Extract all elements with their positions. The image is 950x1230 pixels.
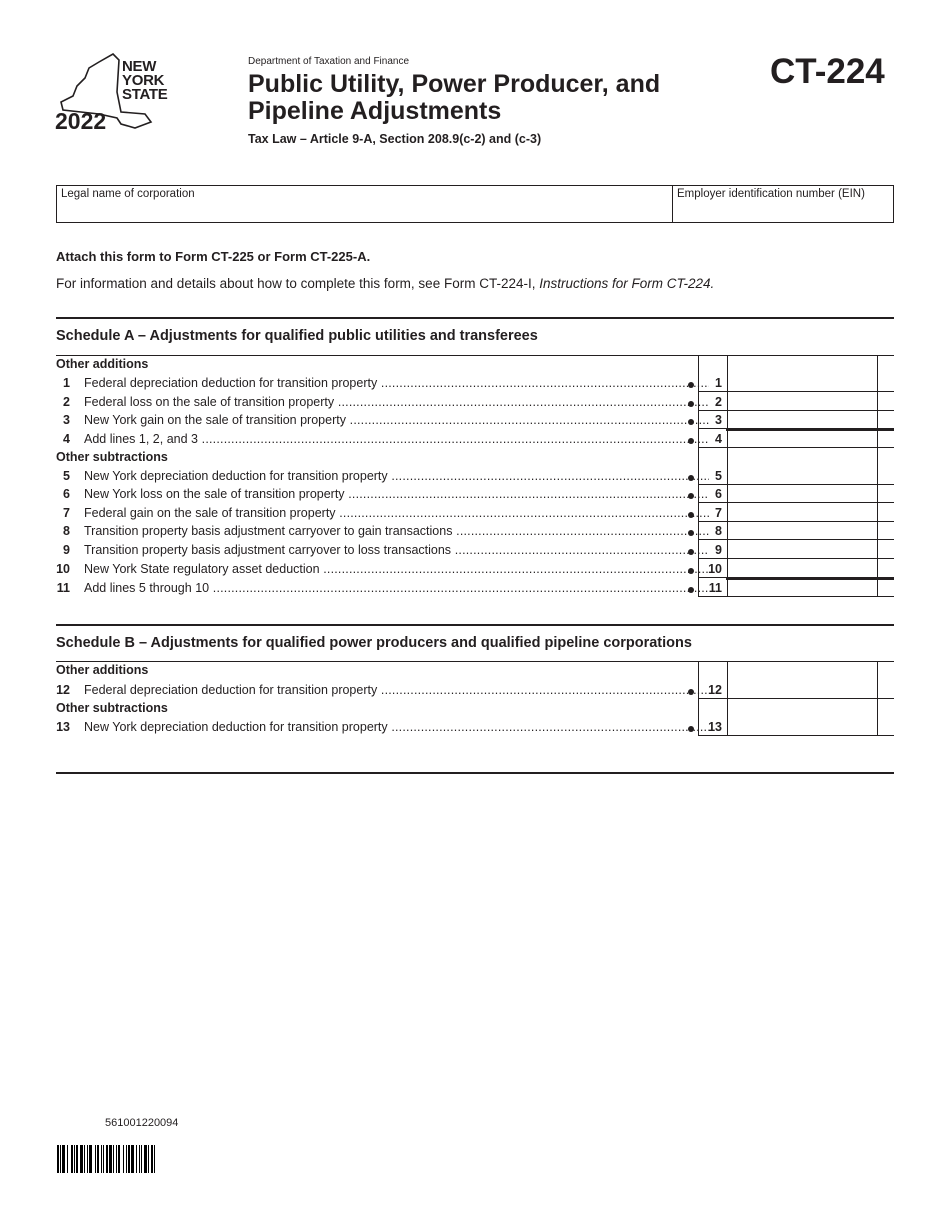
ein-field[interactable] [677,188,865,200]
legal-name-field[interactable] [57,186,673,222]
group-label: Other additions [56,663,149,677]
line-box-number: 13 [708,720,722,734]
ein-label: Employer identification number (EIN) [677,188,865,200]
bullet-icon [688,401,694,407]
line-box-number: 12 [708,683,722,697]
line-description: New York loss on the sale of transition property ..... [84,487,709,501]
bullet-icon [688,382,694,388]
line-box-number: 5 [715,469,722,483]
bullet-icon [688,568,694,574]
bullet-icon [688,549,694,555]
line-number: 8 [63,524,70,538]
line-box-number: 3 [715,413,722,427]
line-number: 5 [63,469,70,483]
form-line-6 [56,485,894,503]
form-line-7 [56,503,894,522]
amount-field[interactable] [698,448,894,485]
tax-year: 2022 [55,108,107,134]
bottom-divider [56,772,894,774]
line-description: Federal gain on the sale of transition property ..... [84,506,709,520]
bullet-icon [688,475,694,481]
form-line-10 [56,559,894,578]
legal-name-label: Legal name of corporation [61,188,195,200]
line-number: 1 [63,376,70,390]
amount-field[interactable] [698,392,894,411]
line-number: 13 [56,720,70,734]
line-description: New York depreciation deduction for transition property ..... [84,469,709,483]
line-number: 12 [56,683,70,697]
amount-field[interactable] [698,522,894,540]
group-label: Other additions [56,357,149,371]
line-description: Transition property basis adjustment carryover to loss transactions ..... [84,543,709,557]
line-box-number: 6 [715,487,722,501]
logo-text: NEW [122,58,157,75]
line-description: Add lines 1, 2, and 3 ..... [84,432,709,446]
form-line-2 [56,392,894,411]
line-box-number: 11 [708,581,722,595]
title-line: Public Utility, Power Producer, and [248,70,661,98]
line-description: Transition property basis adjustment carryover to gain transactions ..... [84,524,709,538]
amount-field[interactable] [698,411,894,429]
instructions-reference: Instructions for Form CT-224. [539,276,715,291]
amount-field[interactable] [698,559,894,578]
bullet-icon [688,689,694,695]
line-box-number: 7 [715,506,722,520]
bullet-icon [688,726,694,732]
line-box-number: 4 [715,432,722,446]
group-label: Other subtractions [56,701,168,715]
line-description: Federal loss on the sale of transition property ..... [84,395,709,409]
line-description: Federal depreciation deduction for transition property ..... [84,376,709,390]
amount-field[interactable] [698,503,894,522]
line-description: Add lines 5 through 10 ..... [84,581,709,595]
info-text [56,276,714,291]
form-line-12 [56,661,894,699]
line-number: 7 [63,506,70,520]
line-description: New York State regulatory asset deduction ..... [84,562,709,576]
line-number: 10 [56,562,70,576]
line-box-number: 9 [715,543,722,557]
nys-logo [55,52,180,134]
bullet-icon [688,587,694,593]
amount-field[interactable] [698,578,894,597]
bullet-icon [688,438,694,444]
line-box-number: 1 [715,376,722,390]
form-number: CT-224 [770,52,885,91]
title-line: Pipeline Adjustments [248,97,502,125]
bullet-icon [688,493,694,499]
bullet-icon [688,530,694,536]
identification-box [56,185,894,223]
bullet-icon [688,512,694,518]
line-number: 11 [56,581,70,595]
bullet-icon [688,419,694,425]
form-line-11 [56,578,894,597]
amount-field[interactable] [698,699,894,736]
schedule-a-title: Schedule A – Adjustments for qualified public utilities and transferees [56,317,894,344]
attach-note: Attach this form to Form CT-225 or Form CT-225-A. [56,249,371,264]
form-line-13 [56,699,894,736]
line-description: New York depreciation deduction for transition property ..... [84,720,709,734]
logo-text: YORK [122,72,165,89]
form-line-4 [56,429,894,448]
logo-text: STATE [122,86,168,103]
amount-field[interactable] [698,429,894,448]
amount-field[interactable] [698,540,894,559]
line-box-number: 2 [715,395,722,409]
barcode-bar [155,1145,158,1173]
barcode [57,1145,158,1173]
line-number: 6 [63,487,70,501]
form-line-1 [56,355,894,392]
form-line-5 [56,448,894,485]
amount-field[interactable] [698,661,894,699]
line-number: 2 [63,395,70,409]
info-text-main: For information and details about how to complete this form, see Form CT-224-I, [56,276,540,291]
line-number: 3 [63,413,70,427]
line-number: 9 [63,543,70,557]
form-line-3 [56,411,894,429]
line-box-number: 8 [715,524,722,538]
line-box-number: 10 [708,562,722,576]
line-number: 4 [63,432,70,446]
form-subtitle: Tax Law – Article 9-A, Section 208.9(c-2) and (c-3) [248,132,542,146]
amount-field[interactable] [698,485,894,503]
group-label: Other subtractions [56,450,168,464]
total-rule [726,428,894,431]
form-line-8 [56,522,894,540]
line-description: New York gain on the sale of transition property ..... [84,413,709,427]
barcode-number: 561001220094 [105,1117,179,1129]
form-line-9 [56,540,894,559]
schedule-b-title: Schedule B – Adjustments for qualified power producers and qualified pipeline corporations [56,624,894,651]
department: Department of Taxation and Finance [248,56,410,67]
amount-field[interactable] [698,355,894,392]
form-title [248,71,660,125]
line-description: Federal depreciation deduction for transition property ..... [84,683,709,697]
total-rule [726,577,894,580]
